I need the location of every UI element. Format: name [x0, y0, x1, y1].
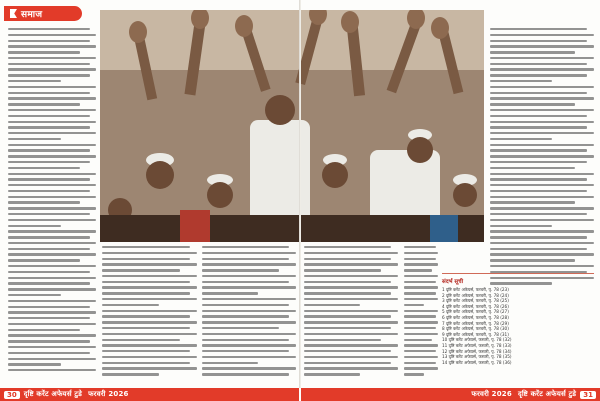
list-item: 3 दृष्टि करेंट अफेयर्स, फरवरी, पृ. 78 (25)	[442, 298, 509, 304]
left-footer-issue: फरवरी 2026	[88, 390, 129, 398]
crowd-photo	[100, 10, 484, 242]
section-tab	[4, 6, 82, 21]
list-item: 12 दृष्टि करेंट अफेयर्स, फरवरी, पृ. 78 (34)	[442, 348, 512, 354]
list-item: 14 दृष्टि करेंट अफेयर्स, फरवरी, पृ. 78 (36)	[442, 359, 512, 365]
list-item: 8 दृष्टि करेंट अफेयर्स, फरवरी, पृ. 78 (30)	[442, 326, 509, 332]
crowd-illustration	[100, 10, 484, 242]
list-item: 5 दृष्टि करेंट अफेयर्स, फरवरी, पृ. 78 (27)	[442, 309, 509, 315]
reference-list-title: संदर्भ सूची	[442, 279, 464, 285]
reference-list	[442, 273, 594, 383]
list-item: 11 दृष्टि करेंट अफेयर्स, फरवरी, पृ. 78 (33)	[442, 342, 512, 348]
flag-icon	[10, 9, 17, 18]
list-item: 10 दृष्टि करेंट अफेयर्स, फरवरी, पृ. 78 (32)	[442, 337, 512, 343]
list-item: 7 दृष्टि करेंट अफेयर्स, फरवरी, पृ. 78 (29)	[442, 320, 509, 326]
page-fold	[299, 0, 301, 388]
left-footer	[0, 388, 299, 401]
right-col-2	[404, 246, 438, 379]
right-footer-title: दृष्टि करेंट अफेयर्स टुडे	[517, 390, 577, 398]
list-item: 9 दृष्टि करेंट अफेयर्स, फरवरी, पृ. 78 (31)	[442, 331, 509, 337]
left-col-1	[8, 28, 96, 375]
list-item: 13 दृष्टि करेंट अफेयर्स, फरवरी, पृ. 78 (35)	[442, 354, 512, 360]
right-col-1	[304, 246, 398, 379]
right-col-3	[490, 28, 594, 288]
right-footer-issue: फरवरी 2026	[471, 390, 512, 398]
list-item: 6 दृष्टि करेंट अफेयर्स, फरवरी, पृ. 78 (28)	[442, 314, 509, 320]
left-footer-title: दृष्टि करेंट अफेयर्स टुडे	[23, 390, 83, 398]
left-page-number: 30	[4, 391, 20, 399]
list-item: 1 दृष्टि करेंट अफेयर्स, फरवरी, पृ. 78 (23)	[442, 287, 509, 292]
section-label: समाज	[21, 10, 43, 20]
list-item: 2 दृष्टि करेंट अफेयर्स, फरवरी, पृ. 78 (24)	[442, 292, 509, 298]
left-col-3	[202, 246, 296, 379]
right-footer	[301, 388, 600, 401]
reference-items	[442, 287, 594, 365]
right-page-number: 31	[580, 391, 596, 399]
list-item: 4 दृष्टि करेंट अफेयर्स, फरवरी, पृ. 78 (26)	[442, 303, 509, 309]
left-col-2	[102, 246, 197, 379]
